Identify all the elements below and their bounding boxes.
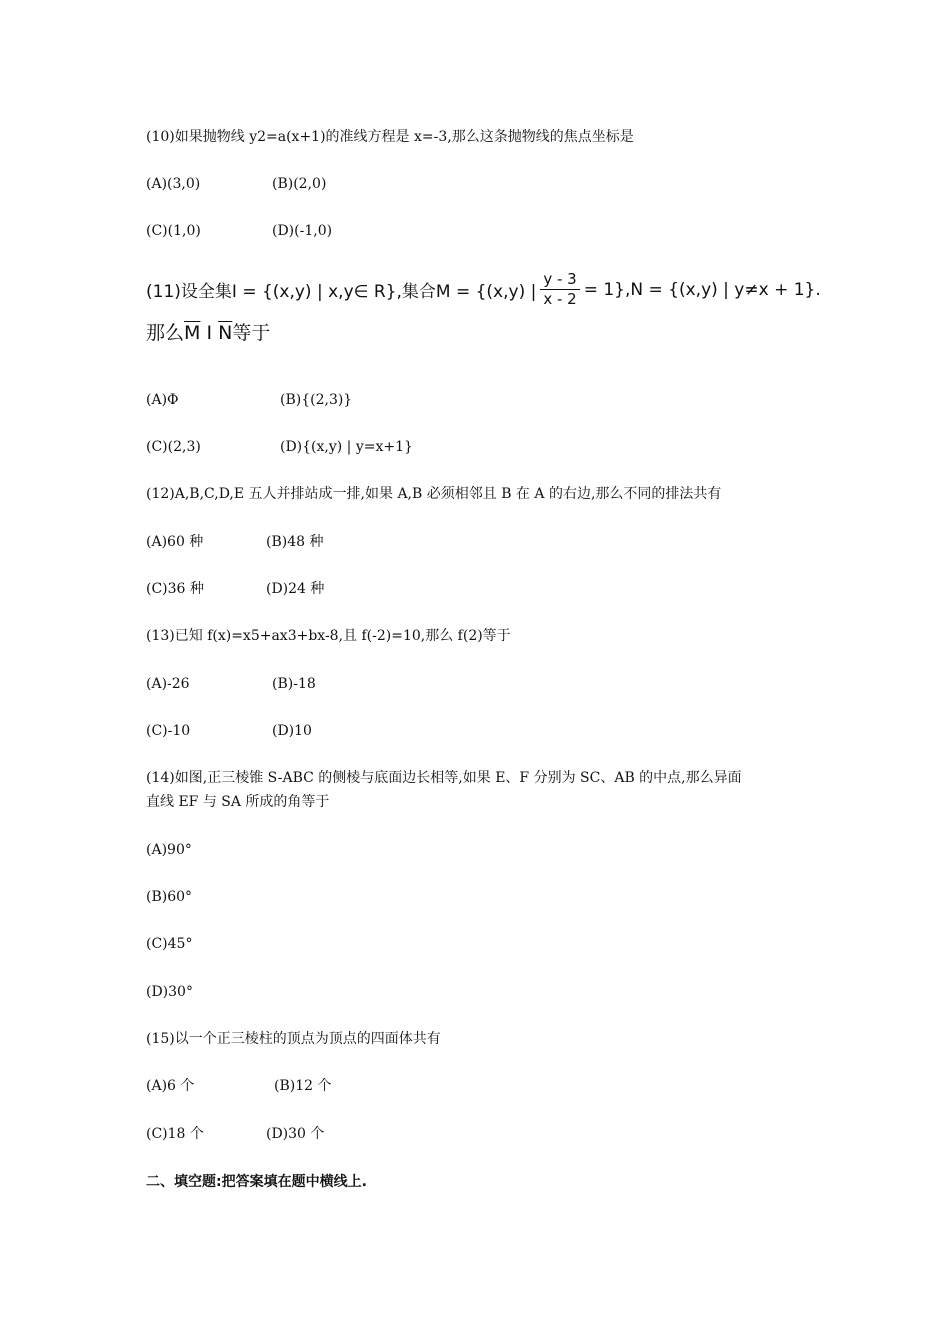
q12-option-b: (B)48 种 — [266, 534, 324, 550]
q13-option-d: (D)10 — [272, 723, 312, 739]
q15-option-b: (B)12 个 — [274, 1078, 332, 1094]
section-heading-fill-in: 二、填空题:把答案填在题中横线上. — [146, 1174, 367, 1190]
q10-option-c: (C)(1,0) — [146, 223, 201, 239]
q10-stem: (10)如果抛物线 y2=a(x+1)的准线方程是 x=-3,那么这条抛物线的焦点坐标是 — [146, 129, 634, 145]
q14-option-b: (B)60° — [146, 889, 193, 905]
q15-stem: (15)以一个正三棱柱的顶点为顶点的四面体共有 — [146, 1031, 441, 1047]
q15-option-c: (C)18 个 — [146, 1126, 204, 1142]
q11-n-complement: $\overline{N}$ — [218, 322, 233, 344]
q15-option-a: (A)6 个 — [146, 1078, 195, 1094]
q14-option-d: (D)30° — [146, 984, 193, 1000]
q15-option-d: (D)30 个 — [266, 1126, 325, 1142]
q11-option-b: (B){(2,3)} — [280, 392, 353, 408]
q14-stem-line1: (14)如图,正三棱锥 S-ABC 的侧棱与底面边长相等,如果 E、F 分别为 SC、AB 的中点,那么异面 — [146, 770, 742, 786]
q11-intersection: I — [206, 322, 213, 344]
q11-line2-pre: 那么 — [146, 322, 185, 344]
q11-stem-line2 — [146, 318, 270, 345]
q14-option-c: (C)45° — [146, 936, 193, 952]
q14-option-a: (A)90° — [146, 842, 192, 858]
q11-line2-post: 等于 — [232, 322, 271, 344]
q11-part2: = 1},N = {(x,y) | y≠x + 1}. — [583, 279, 821, 300]
q14-stem-line2: 直线 EF 与 SA 所成的角等于 — [146, 794, 330, 810]
q13-stem: (13)已知 f(x)=x5+ax3+bx-8,且 f(-2)=10,那么 f(2)等于 — [146, 628, 511, 644]
q13-option-c: (C)-10 — [146, 723, 191, 739]
q12-option-a: (A)60 种 — [146, 534, 204, 550]
q10-option-d: (D)(-1,0) — [272, 223, 333, 239]
q12-option-d: (D)24 种 — [266, 581, 325, 597]
q13-option-a: (A)-26 — [146, 676, 190, 692]
q10-option-b: (B)(2,0) — [272, 176, 327, 192]
q11-option-a: (A)Φ — [146, 392, 179, 408]
q11-fraction-numerator: y - 3 — [540, 270, 579, 290]
q10-option-a: (A)(3,0) — [146, 176, 201, 192]
q11-fraction-denominator: x - 2 — [543, 290, 577, 308]
q11-part1: (11)设全集I = {(x,y) | x,y∈ R},集合M = {(x,y) | — [146, 282, 537, 302]
q12-stem: (12)A,B,C,D,E 五人并排站成一排,如果 A,B 必须相邻且 B 在 A 的右边,那么不同的排法共有 — [146, 486, 722, 502]
q11-option-d: (D){(x,y) | y=x+1} — [280, 439, 413, 455]
q11-m-complement: $\overline{M}$ — [184, 322, 201, 344]
q11-fraction — [540, 270, 579, 309]
q11-stem-line1 — [146, 270, 821, 309]
q11-option-c: (C)(2,3) — [146, 439, 201, 455]
q12-option-c: (C)36 种 — [146, 581, 204, 597]
q13-option-b: (B)-18 — [272, 676, 316, 692]
